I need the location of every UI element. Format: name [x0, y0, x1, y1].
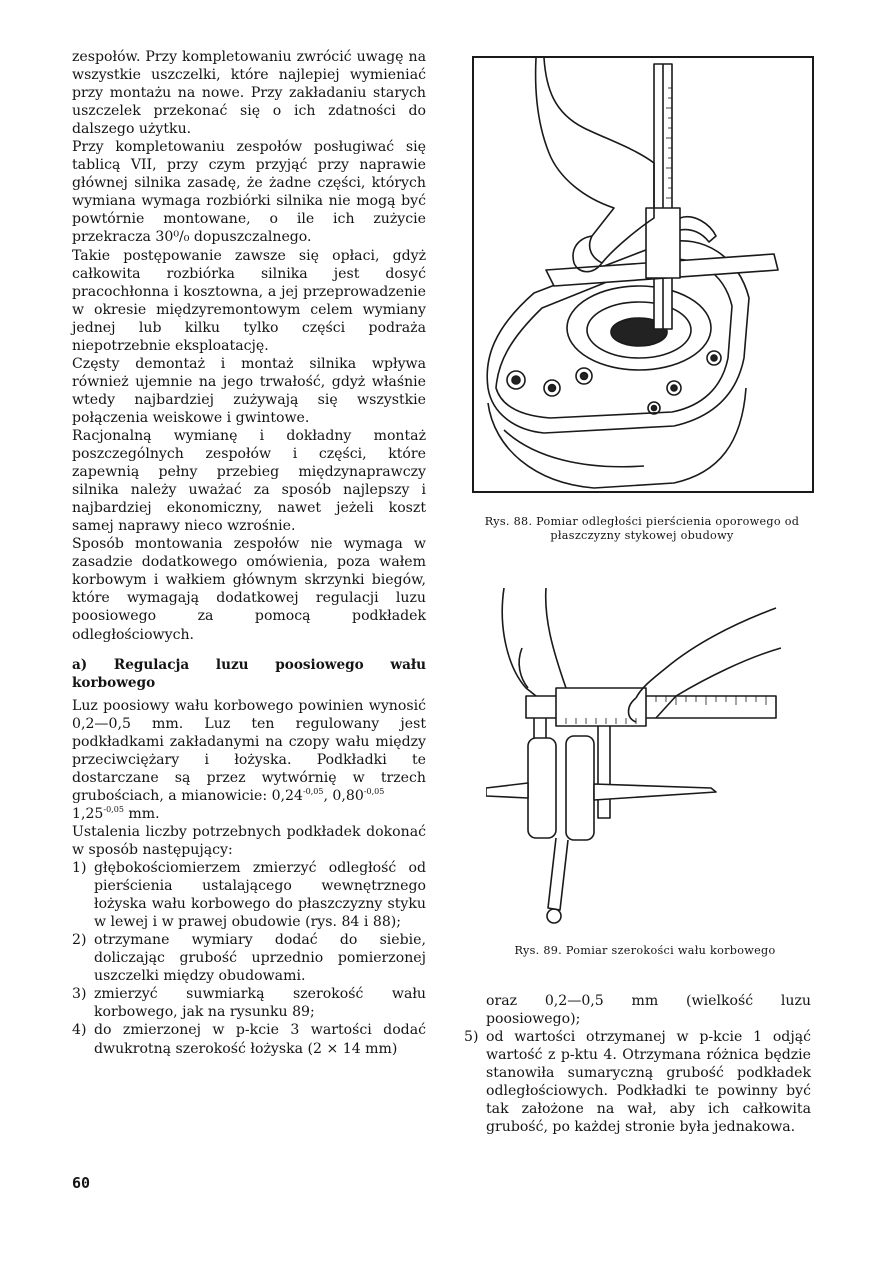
caliper-drawing: [486, 588, 786, 928]
figure-88-depth-gauge-illustration: [472, 56, 814, 493]
figure-88-caption: Rys. 88. Pomiar odległości pierścienia oporowego od płaszczyzny stykowej obudowy: [484, 515, 800, 542]
left-column: [72, 48, 426, 1058]
figure-89-caption: Rys. 89. Pomiar szerokości wału korbowego: [514, 944, 776, 957]
steps-list-continued: [464, 1028, 811, 1136]
list-item: [72, 1021, 426, 1057]
paragraph-1: zespołów. Przy kompletowaniu zwrócić uwagę na wszystkie uszczelki, które najlepiej wymieniać przy montażu na nowe. Przy zakładaniu starych uszczelek przekonać się o ich zdatności do dalszego użytku.: [72, 49, 426, 138]
luz-text-1: Luz poosiowy wału korbowego powinien wynosić 0,2—0,5 mm. Luz ten regulowany jest podkładkami zakładanymi na czopy wału między przeciwciężary i łożyska. Podkładki te dostarczane są przez wytwórnię w trzech grubościach, a mianowicie: 0,24: [72, 697, 426, 804]
list-item: [72, 859, 426, 931]
paragraph-6: Sposób montowania zespołów nie wymaga w zasadzie dodatkowego omówienia, poza wałem korbowym i wałkiem głównym skrzynki biegów, które wymagają dodatkowej regulacji luzu poosiowego za pomocą podkładek odległościowych.: [72, 536, 426, 643]
tolerance-2: -0,05: [363, 786, 385, 796]
list-item-text: głębokościomierzem zmierzyć odległość od pierścienia ustalającego wewnętrznego łożyska wału korbowego do płaszczyzny styku w lewej i w prawej obudowie (rys. 84 i 88);: [94, 860, 426, 931]
paragraph-continuation: oraz 0,2—0,5 mm (wielkość luzu poosiowego);: [486, 993, 811, 1028]
depth-gauge-drawing: [474, 58, 812, 491]
luz-text-3: 1,25: [72, 805, 104, 822]
list-item-number: 3): [72, 986, 87, 1003]
luz-text-4: mm.: [123, 805, 160, 822]
list-item: [72, 985, 426, 1021]
list-item-text: do zmierzonej w p-kcie 3 wartości dodać dwukrotną szerokość łożyska (2 × 14 mm): [94, 1022, 426, 1057]
steps-list: [72, 859, 426, 1058]
paragraph-3: Takie postępowanie zawsze się opłaci, gdyż całkowita rozbiórka silnika jest dosyć pracochłonna i kosztowna, a jej przeprowadzenie w okresie międzyremontowym celem wymiany jednej lub kilku tylko części podraża niepotrzebnie eksploatację.: [72, 247, 426, 354]
tolerance-1: -0,05: [302, 786, 324, 796]
list-item-text: od wartości otrzymanej w p-kcie 1 odjąć wartość z p-ktu 4. Otrzymana różnica będzie stanowiła sumaryczną grubość podkładek odległościowych. Podkładki te powinny być tak założone na wał, aby ich całkowita grubość, po każdej stronie była jednakowa.: [486, 1029, 811, 1136]
list-item-text: zmierzyć suwmiarką szerokość wału korbowego, jak na rysunku 89;: [94, 986, 426, 1021]
section-heading: a) Regulacja luzu poosiowego wału korbowego: [72, 656, 426, 691]
list-item-number: 4): [72, 1022, 87, 1039]
paragraph-2: Przy kompletowaniu zespołów posługiwać się tablicą VII, przy czym przyjąć przy naprawie głównej silnika zasadę, że żadne części, których wymiana wymaga rozbiórki silnika nie mogą być powtórnie montowane, o ile ich zużycie przekracza 30⁰/₀ dopuszczalnego.: [72, 139, 426, 246]
list-item-number: 2): [72, 932, 87, 949]
list-item: [72, 931, 426, 985]
list-item-number: 1): [72, 860, 87, 877]
paragraph-4: Częsty demontaż i montaż silnika wpływa również ujemnie na jego trwałość, gdyż właśnie wtedy najbardziej zużywają się wszystkie połączenia weiskowe i gwintowe.: [72, 355, 426, 426]
list-item: [464, 1028, 811, 1136]
page-number: 60: [72, 1174, 91, 1192]
tolerance-3: -0,05: [103, 804, 124, 814]
paragraph-ustalenia: Ustalenia liczby potrzebnych podkładek dokonać w sposób następujący:: [72, 823, 426, 859]
right-column: [464, 992, 811, 1136]
paragraph-5: Racjonalną wymianę i dokładny montaż poszczególnych zespołów i części, które zapewnią pełny przebieg międzynaprawczy silnika należy uważać za sposób najlepszy i najbardziej ekonomiczny, nawet jeżeli koszt samej naprawy nieco wzrośnie.: [72, 427, 426, 535]
list-item-text: otrzymane wymiary dodać do siebie, doliczając grubość uprzednio pomierzonej uszczelki między obudowami.: [94, 932, 426, 985]
figure-89-caliper-illustration: [486, 588, 786, 928]
paragraph-luz: [72, 697, 426, 823]
list-item-number: 5): [464, 1029, 479, 1046]
luz-text-2: , 0,80: [323, 787, 364, 804]
